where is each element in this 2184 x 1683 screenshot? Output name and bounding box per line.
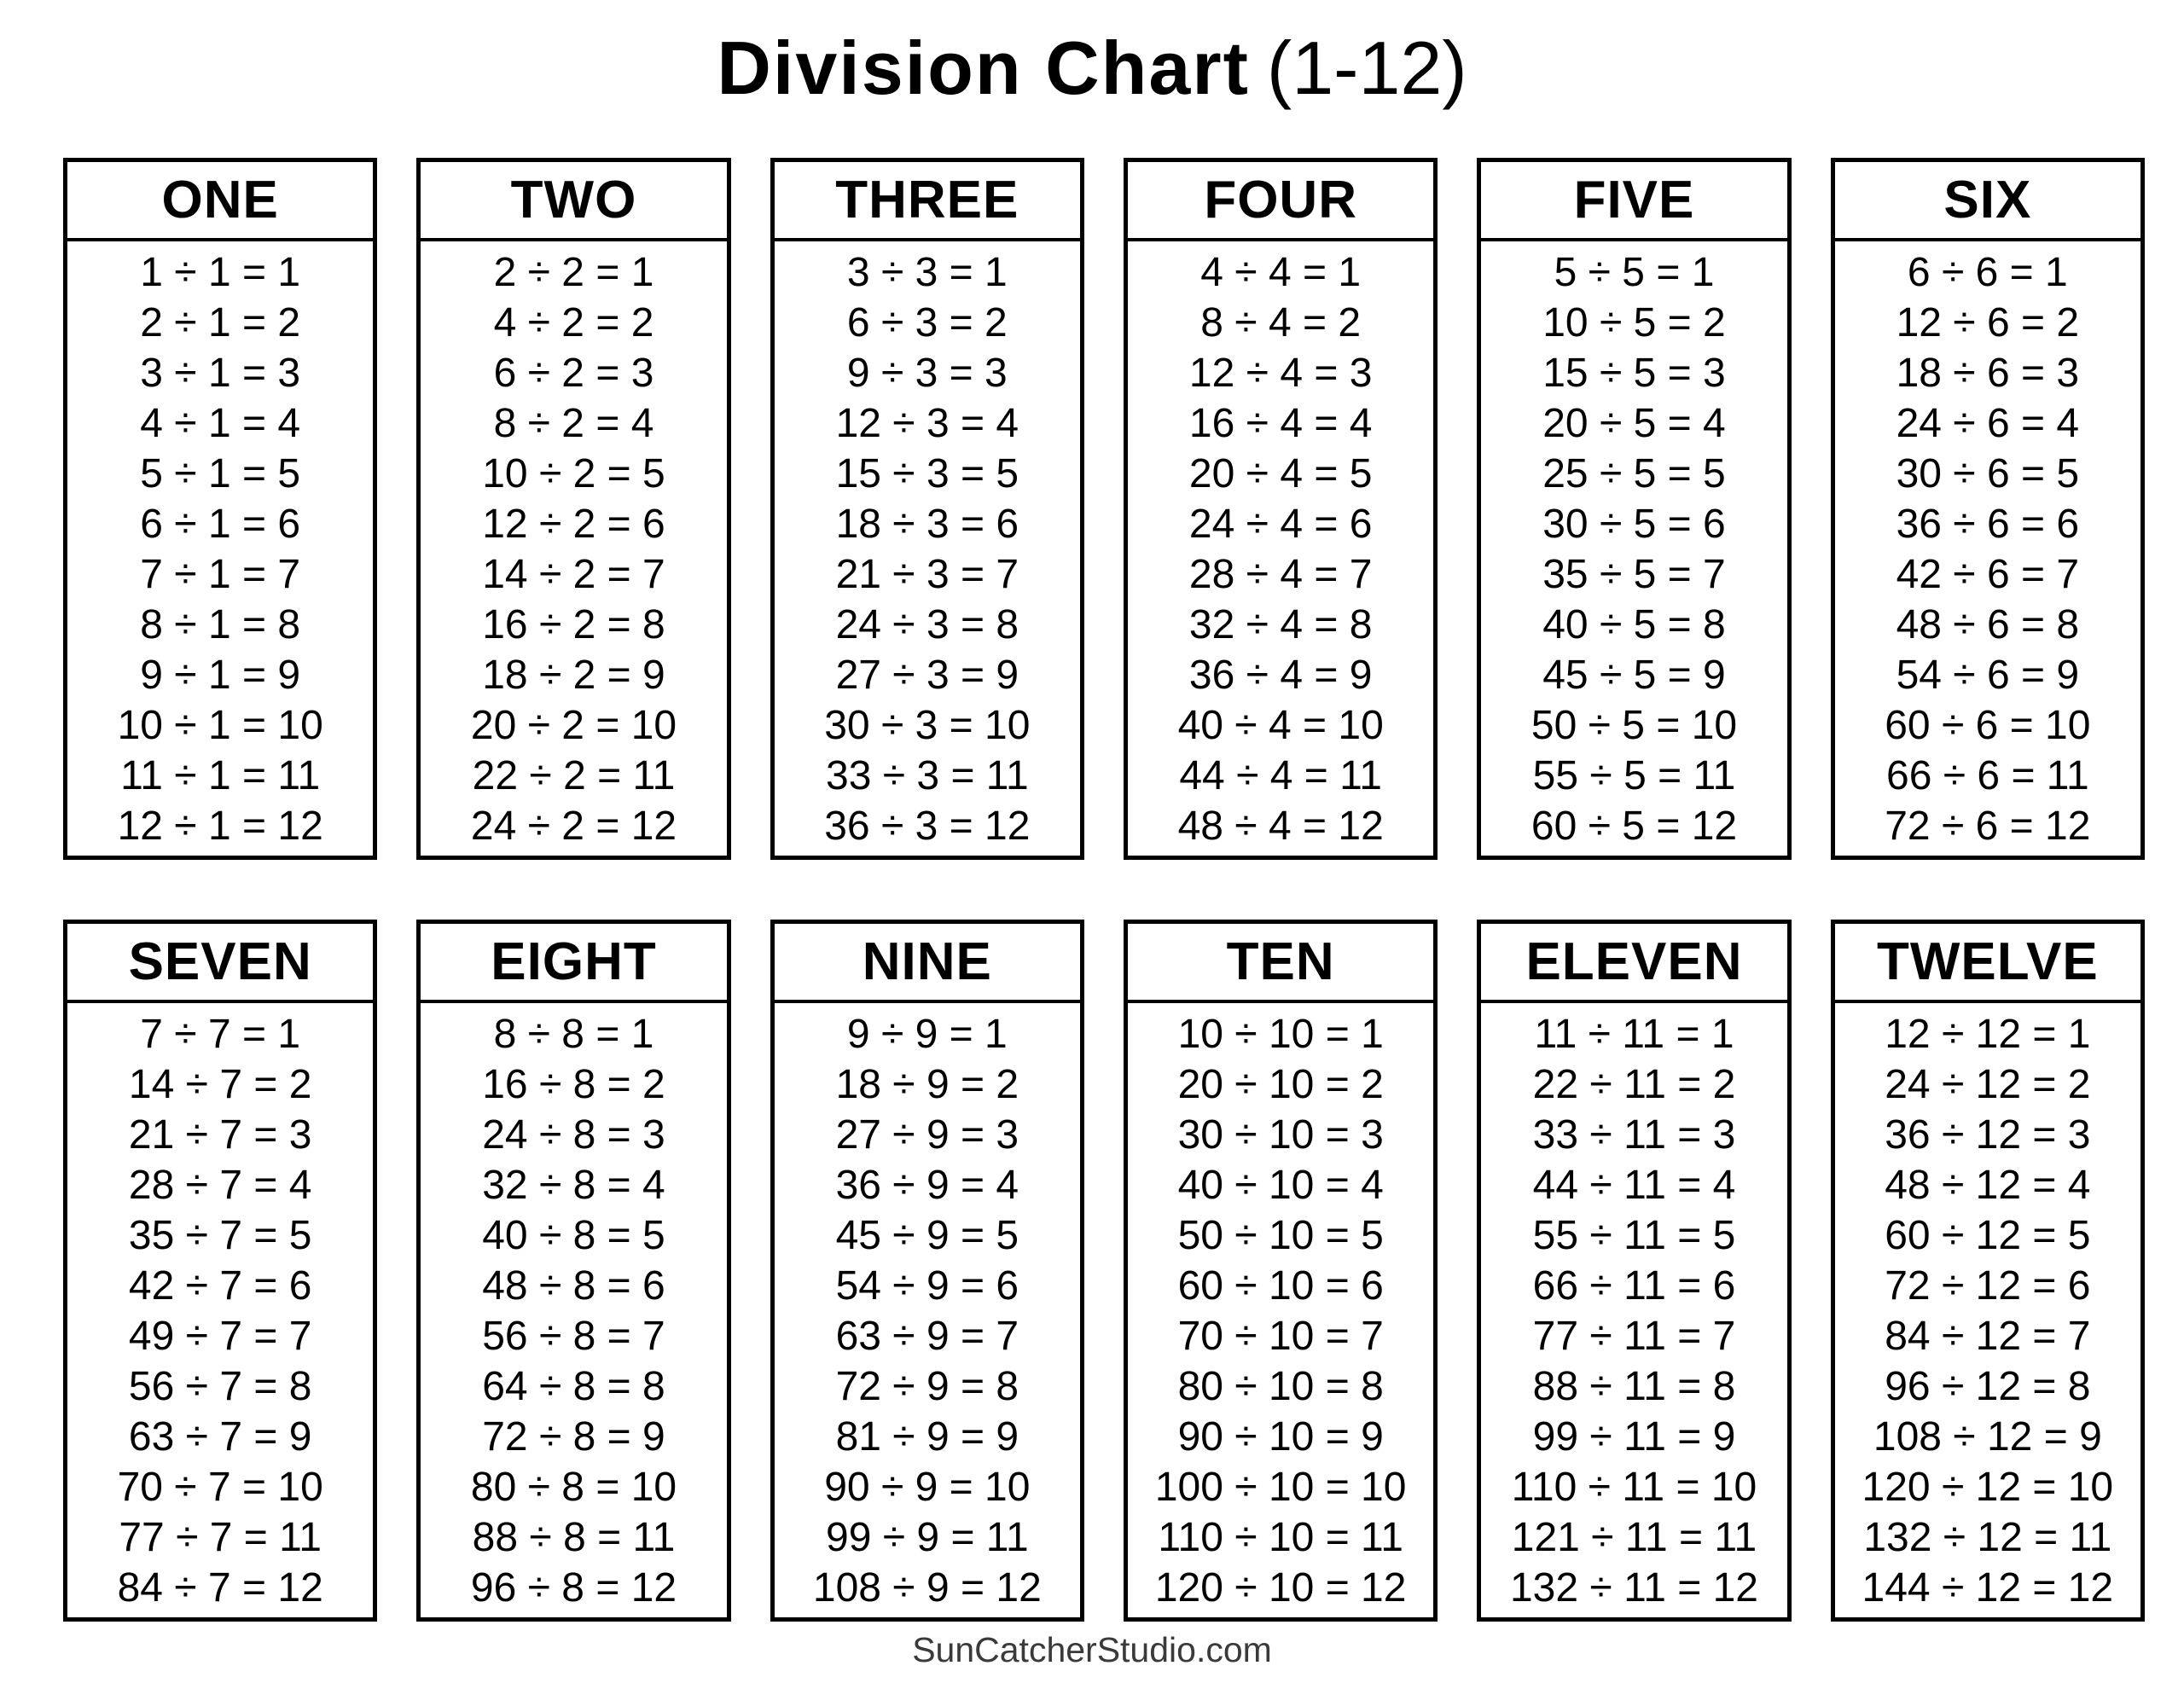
table-header-eight: EIGHT: [421, 924, 726, 1003]
division-fact: 72 ÷ 8 = 9: [482, 1414, 665, 1460]
division-fact: 110 ÷ 10 = 11: [1158, 1515, 1403, 1560]
table-panel-five: [1477, 158, 1791, 860]
table-panel-eight: [416, 920, 730, 1622]
division-fact: 12 ÷ 3 = 4: [835, 401, 1019, 446]
division-fact: 56 ÷ 8 = 7: [482, 1314, 665, 1359]
division-fact: 8 ÷ 1 = 8: [140, 602, 301, 647]
division-fact: 14 ÷ 2 = 7: [482, 552, 665, 597]
division-fact: 96 ÷ 8 = 12: [470, 1565, 677, 1610]
division-fact: 44 ÷ 11 = 4: [1532, 1163, 1736, 1208]
division-fact: 42 ÷ 7 = 6: [128, 1263, 312, 1309]
division-fact: 6 ÷ 6 = 1: [1907, 250, 2068, 295]
table-panel-twelve: [1831, 920, 2145, 1622]
division-fact: 50 ÷ 10 = 5: [1177, 1213, 1384, 1258]
division-fact: 3 ÷ 3 = 1: [846, 250, 1008, 295]
division-fact: 6 ÷ 3 = 2: [846, 300, 1008, 345]
division-fact: 66 ÷ 6 = 11: [1886, 753, 2089, 798]
division-fact: 45 ÷ 9 = 5: [835, 1213, 1019, 1258]
table-body-seven: [67, 1003, 373, 1613]
division-fact: 18 ÷ 9 = 2: [835, 1062, 1019, 1107]
division-fact: 15 ÷ 3 = 5: [835, 451, 1019, 496]
table-panel-three: [770, 158, 1084, 860]
division-fact: 24 ÷ 2 = 12: [470, 804, 677, 849]
division-fact: 108 ÷ 9 = 12: [812, 1565, 1042, 1610]
division-fact: 40 ÷ 10 = 4: [1177, 1163, 1384, 1208]
division-fact: 96 ÷ 12 = 8: [1885, 1364, 2091, 1409]
division-fact: 9 ÷ 1 = 9: [140, 653, 301, 698]
table-body-ten: [1128, 1003, 1433, 1613]
division-fact: 120 ÷ 10 = 12: [1154, 1565, 1407, 1610]
division-fact: 20 ÷ 5 = 4: [1542, 401, 1726, 446]
division-fact: 121 ÷ 11 = 11: [1511, 1515, 1757, 1560]
division-fact: 120 ÷ 12 = 10: [1862, 1465, 2114, 1510]
division-fact: 15 ÷ 5 = 3: [1542, 351, 1726, 396]
division-fact: 30 ÷ 5 = 6: [1542, 502, 1726, 547]
division-fact: 40 ÷ 4 = 10: [1177, 703, 1384, 748]
table-body-five: [1481, 241, 1786, 851]
division-fact: 144 ÷ 12 = 12: [1862, 1565, 2114, 1610]
division-fact: 33 ÷ 11 = 3: [1532, 1112, 1736, 1158]
division-fact: 6 ÷ 2 = 3: [493, 351, 654, 396]
division-fact: 24 ÷ 3 = 8: [835, 602, 1019, 647]
division-fact: 70 ÷ 10 = 7: [1177, 1314, 1384, 1359]
division-fact: 42 ÷ 6 = 7: [1896, 552, 2080, 597]
division-fact: 24 ÷ 8 = 3: [482, 1112, 665, 1158]
division-fact: 30 ÷ 3 = 10: [824, 703, 1031, 748]
division-fact: 21 ÷ 3 = 7: [835, 552, 1019, 597]
division-fact: 90 ÷ 9 = 10: [824, 1465, 1031, 1510]
division-fact: 16 ÷ 8 = 2: [482, 1062, 665, 1107]
division-tables-grid: [63, 158, 2145, 1622]
division-fact: 28 ÷ 7 = 4: [128, 1163, 312, 1208]
division-fact: 60 ÷ 6 = 10: [1885, 703, 2091, 748]
division-fact: 18 ÷ 6 = 3: [1896, 351, 2080, 396]
division-fact: 36 ÷ 12 = 3: [1885, 1112, 2091, 1158]
division-fact: 55 ÷ 11 = 5: [1532, 1213, 1736, 1258]
division-fact: 35 ÷ 5 = 7: [1542, 552, 1726, 597]
division-fact: 5 ÷ 5 = 1: [1554, 250, 1715, 295]
division-fact: 40 ÷ 8 = 5: [482, 1213, 665, 1258]
division-fact: 64 ÷ 8 = 8: [482, 1364, 665, 1409]
division-fact: 24 ÷ 6 = 4: [1896, 401, 2080, 446]
division-fact: 72 ÷ 9 = 8: [835, 1364, 1019, 1409]
division-fact: 22 ÷ 2 = 11: [472, 753, 676, 798]
table-panel-one: [63, 158, 377, 860]
division-fact: 72 ÷ 6 = 12: [1885, 804, 2091, 849]
division-fact: 63 ÷ 7 = 9: [128, 1414, 312, 1460]
division-fact: 36 ÷ 6 = 6: [1896, 502, 2080, 547]
table-body-nine: [775, 1003, 1080, 1613]
table-body-two: [421, 241, 726, 851]
division-fact: 99 ÷ 11 = 9: [1532, 1414, 1736, 1460]
division-fact: 25 ÷ 5 = 5: [1542, 451, 1726, 496]
division-fact: 12 ÷ 2 = 6: [482, 502, 665, 547]
division-fact: 40 ÷ 5 = 8: [1542, 602, 1726, 647]
division-fact: 81 ÷ 9 = 9: [835, 1414, 1019, 1460]
page-title-main: Division Chart: [717, 26, 1250, 110]
division-fact: 16 ÷ 4 = 4: [1188, 401, 1373, 446]
division-fact: 14 ÷ 7 = 2: [128, 1062, 312, 1107]
table-header-one: ONE: [67, 162, 373, 241]
table-header-twelve: TWELVE: [1835, 924, 2140, 1003]
division-fact: 60 ÷ 5 = 12: [1531, 804, 1738, 849]
division-fact: 88 ÷ 11 = 8: [1532, 1364, 1736, 1409]
division-fact: 11 ÷ 1 = 11: [120, 753, 321, 798]
table-body-four: [1128, 241, 1433, 851]
table-header-three: THREE: [775, 162, 1080, 241]
division-fact: 48 ÷ 6 = 8: [1896, 602, 2080, 647]
division-fact: 70 ÷ 7 = 10: [117, 1465, 323, 1510]
division-fact: 8 ÷ 8 = 1: [493, 1012, 654, 1057]
division-fact: 22 ÷ 11 = 2: [1532, 1062, 1736, 1107]
division-fact: 132 ÷ 12 = 11: [1863, 1515, 2112, 1560]
division-fact: 48 ÷ 4 = 12: [1177, 804, 1384, 849]
division-fact: 10 ÷ 2 = 5: [482, 451, 665, 496]
division-fact: 132 ÷ 11 = 12: [1509, 1565, 1758, 1610]
page-title-range: (1-12): [1266, 26, 1467, 110]
table-header-ten: TEN: [1128, 924, 1433, 1003]
table-body-eleven: [1481, 1003, 1786, 1613]
division-fact: 12 ÷ 12 = 1: [1885, 1012, 2091, 1057]
division-fact: 100 ÷ 10 = 10: [1154, 1465, 1407, 1510]
division-fact: 84 ÷ 7 = 12: [117, 1565, 323, 1610]
division-fact: 88 ÷ 8 = 11: [472, 1515, 676, 1560]
table-header-seven: SEVEN: [67, 924, 373, 1003]
division-fact: 50 ÷ 5 = 10: [1531, 703, 1738, 748]
division-fact: 33 ÷ 3 = 11: [826, 753, 1029, 798]
division-fact: 8 ÷ 2 = 4: [493, 401, 654, 446]
division-fact: 110 ÷ 11 = 10: [1511, 1465, 1757, 1510]
table-header-two: TWO: [421, 162, 726, 241]
division-fact: 9 ÷ 9 = 1: [846, 1012, 1008, 1057]
division-fact: 4 ÷ 1 = 4: [140, 401, 301, 446]
division-fact: 66 ÷ 11 = 6: [1532, 1263, 1736, 1309]
division-fact: 1 ÷ 1 = 1: [140, 250, 301, 295]
division-fact: 4 ÷ 2 = 2: [493, 300, 654, 345]
division-fact: 24 ÷ 12 = 2: [1885, 1062, 2091, 1107]
footer-watermark: SunCatcherStudio.com: [912, 1630, 1272, 1669]
table-header-six: SIX: [1835, 162, 2140, 241]
division-fact: 49 ÷ 7 = 7: [128, 1314, 312, 1359]
table-panel-six: [1831, 158, 2145, 860]
division-fact: 108 ÷ 12 = 9: [1873, 1414, 2102, 1460]
division-fact: 20 ÷ 10 = 2: [1177, 1062, 1384, 1107]
division-fact: 2 ÷ 1 = 2: [140, 300, 301, 345]
table-header-eleven: ELEVEN: [1481, 924, 1786, 1003]
division-fact: 10 ÷ 10 = 1: [1177, 1012, 1384, 1057]
table-header-five: FIVE: [1481, 162, 1786, 241]
division-fact: 11 ÷ 11 = 1: [1534, 1012, 1734, 1057]
table-body-six: [1835, 241, 2140, 851]
division-fact: 80 ÷ 8 = 10: [470, 1465, 677, 1510]
table-body-twelve: [1835, 1003, 2140, 1613]
division-fact: 20 ÷ 4 = 5: [1188, 451, 1373, 496]
table-body-three: [775, 241, 1080, 851]
table-body-one: [67, 241, 373, 851]
division-fact: 7 ÷ 7 = 1: [140, 1012, 301, 1057]
division-fact: 32 ÷ 4 = 8: [1188, 602, 1373, 647]
division-fact: 27 ÷ 9 = 3: [835, 1112, 1019, 1158]
division-fact: 84 ÷ 12 = 7: [1885, 1314, 2091, 1359]
division-fact: 12 ÷ 6 = 2: [1896, 300, 2080, 345]
table-panel-four: [1124, 158, 1438, 860]
table-body-eight: [421, 1003, 726, 1613]
division-fact: 3 ÷ 1 = 3: [140, 351, 301, 396]
division-fact: 10 ÷ 1 = 10: [117, 703, 323, 748]
page-title: [0, 26, 2184, 110]
division-fact: 32 ÷ 8 = 4: [482, 1163, 665, 1208]
division-fact: 18 ÷ 2 = 9: [482, 653, 665, 698]
division-fact: 55 ÷ 5 = 11: [1532, 753, 1736, 798]
table-header-nine: NINE: [775, 924, 1080, 1003]
table-panel-ten: [1124, 920, 1438, 1622]
table-panel-eleven: [1477, 920, 1791, 1622]
division-fact: 4 ÷ 4 = 1: [1200, 250, 1362, 295]
division-fact: 54 ÷ 9 = 6: [835, 1263, 1019, 1309]
division-fact: 30 ÷ 6 = 5: [1896, 451, 2080, 496]
division-fact: 99 ÷ 9 = 11: [826, 1515, 1029, 1560]
division-fact: 16 ÷ 2 = 8: [482, 602, 665, 647]
division-fact: 35 ÷ 7 = 5: [128, 1213, 312, 1258]
division-fact: 77 ÷ 7 = 11: [119, 1515, 322, 1560]
division-fact: 60 ÷ 12 = 5: [1885, 1213, 2091, 1258]
division-fact: 48 ÷ 12 = 4: [1885, 1163, 2091, 1208]
division-fact: 30 ÷ 10 = 3: [1177, 1112, 1384, 1158]
division-fact: 77 ÷ 11 = 7: [1532, 1314, 1736, 1359]
division-fact: 54 ÷ 6 = 9: [1896, 653, 2080, 698]
division-fact: 7 ÷ 1 = 7: [140, 552, 301, 597]
division-fact: 36 ÷ 9 = 4: [835, 1163, 1019, 1208]
division-fact: 90 ÷ 10 = 9: [1177, 1414, 1384, 1460]
division-fact: 5 ÷ 1 = 5: [140, 451, 301, 496]
division-fact: 9 ÷ 3 = 3: [846, 351, 1008, 396]
division-fact: 2 ÷ 2 = 1: [493, 250, 654, 295]
table-panel-seven: [63, 920, 377, 1622]
division-fact: 8 ÷ 4 = 2: [1200, 300, 1362, 345]
division-fact: 6 ÷ 1 = 6: [140, 502, 301, 547]
division-fact: 12 ÷ 1 = 12: [117, 804, 323, 849]
division-fact: 36 ÷ 4 = 9: [1188, 653, 1373, 698]
division-fact: 21 ÷ 7 = 3: [128, 1112, 312, 1158]
division-fact: 12 ÷ 4 = 3: [1188, 351, 1373, 396]
division-fact: 44 ÷ 4 = 11: [1179, 753, 1382, 798]
division-fact: 10 ÷ 5 = 2: [1542, 300, 1726, 345]
table-panel-two: [416, 158, 730, 860]
division-fact: 18 ÷ 3 = 6: [835, 502, 1019, 547]
table-header-four: FOUR: [1128, 162, 1433, 241]
division-fact: 63 ÷ 9 = 7: [835, 1314, 1019, 1359]
division-fact: 48 ÷ 8 = 6: [482, 1263, 665, 1309]
division-fact: 27 ÷ 3 = 9: [835, 653, 1019, 698]
division-fact: 60 ÷ 10 = 6: [1177, 1263, 1384, 1309]
table-panel-nine: [770, 920, 1084, 1622]
division-fact: 80 ÷ 10 = 8: [1177, 1364, 1384, 1409]
division-fact: 20 ÷ 2 = 10: [470, 703, 677, 748]
division-fact: 28 ÷ 4 = 7: [1188, 552, 1373, 597]
division-fact: 72 ÷ 12 = 6: [1885, 1263, 2091, 1309]
division-fact: 45 ÷ 5 = 9: [1542, 653, 1726, 698]
division-fact: 36 ÷ 3 = 12: [824, 804, 1031, 849]
division-fact: 24 ÷ 4 = 6: [1188, 502, 1373, 547]
division-fact: 56 ÷ 7 = 8: [128, 1364, 312, 1409]
